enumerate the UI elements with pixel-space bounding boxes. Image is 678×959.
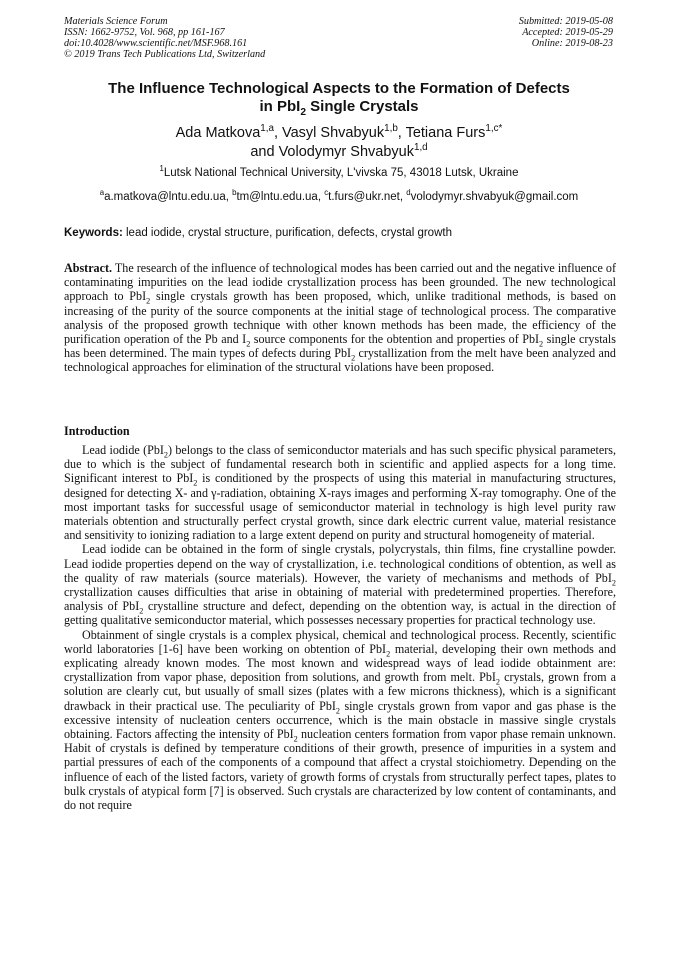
paragraph-text: material, developing their own methods and explicating already known modes. The most known and widespread ways of lead iodide obtainment are: crystallization from vapor phase, deposition from solutions, and growth from melt. PbI	[64, 641, 617, 685]
online-date: Online: 2019-08-23	[531, 38, 613, 49]
email-link[interactable]: a.matkova@lntu.edu.ua,	[104, 191, 233, 203]
subscript: 2	[193, 478, 198, 488]
abstract-label: Abstract.	[64, 261, 113, 275]
issn: ISSN: 1662-9752, Vol. 968, pp 161-167	[64, 27, 225, 38]
authors-line-1	[40, 124, 638, 143]
title-line-1: The Influence Technological Aspects to the Formation of Defects	[108, 80, 570, 97]
email-sup: c	[324, 188, 329, 198]
title-subscript: 2	[300, 107, 306, 118]
doi: doi:10.4028/www.scientific.net/MSF.968.161	[64, 38, 248, 49]
affiliation-sup: 1	[159, 164, 164, 174]
author-name: , Vasyl Shvabyuk	[273, 125, 385, 141]
journal-header	[64, 16, 265, 60]
paragraph-text: ) belongs to the class of semiconductor materials and has such specific physical parameters, due to which is the subject of fundamental research both in scientific and applied aspects for a long time. Significant interest to PbI	[64, 443, 617, 486]
abstract-text: single crystals has been determined. The main types of defects during PbI	[64, 332, 616, 361]
author-sup: 1,b	[384, 123, 398, 135]
affiliation	[40, 166, 638, 180]
abstract-text: crystallization from the melt have been analyzed and technological approaches for elimination of the structural violations have been proposed.	[64, 346, 616, 375]
paragraph-text: Lead iodide can be obtained in the form of single crystals, polycrystals, thin films, fine crystalline powder. Lead iodide properties depend on the way of crystallization, i.e. technological conditions of obtention, as well as the quality of raw materials (source materials). However, the variety of mechanisms and methods of PbI	[64, 542, 616, 585]
subscript: 2	[163, 450, 169, 460]
email-sup: a	[99, 188, 105, 198]
introduction	[64, 443, 616, 812]
paragraph	[64, 443, 616, 542]
abstract	[64, 261, 616, 375]
authors-line-2	[40, 143, 638, 162]
paragraph-text: crystals, grown from a solution are clearly cut, but usually of small sizes (plates with a few microns thickness), which is a significant drawback in their practical use. The peculiarity of PbI	[64, 670, 616, 713]
paragraph	[64, 542, 616, 627]
keywords	[64, 226, 616, 240]
accepted-date: Accepted: 2019-05-29	[522, 27, 613, 38]
copyright: © 2019 Trans Tech Publications Ltd, Switzerland	[64, 49, 266, 60]
abstract-text: source components for the obtention and properties of PbI	[250, 332, 540, 347]
section-heading-introduction: Introduction	[64, 424, 130, 438]
authors	[40, 124, 638, 162]
email-link[interactable]: tm@lntu.edu.ua,	[236, 191, 325, 203]
title-text: in PbI	[259, 98, 301, 115]
abstract-text: single crystals growth has been proposed, which, unlike traditional methods, is based on increasing of the purity of the source components at the initial stage of technological process. The comparative analysis of the proposed growth technique with other known methods has been made, the efficiency of the purification operation of the Pb and I	[64, 289, 616, 347]
subscript: 2	[351, 353, 356, 363]
subscript: 2	[495, 677, 501, 687]
abstract-text: The research of the influence of technological modes has been carried out and the negative influence of contaminating impurities on the lead iodide crystallization process has been grounded. The new technological approach to PbI	[64, 261, 616, 304]
email-link[interactable]: volodymyr.shvabyuk@gmail.com	[410, 191, 579, 203]
paragraph	[64, 628, 616, 813]
dates-header	[519, 16, 613, 49]
subscript: 2	[293, 734, 298, 744]
paragraph-text: crystallization causes difficulties that arise in obtaining of material with predetermined properties. Therefore, analysis of PbI	[64, 585, 616, 614]
journal-name: Materials Science Forum	[64, 16, 168, 27]
submitted-date: Submitted: 2019-05-08	[518, 16, 613, 27]
paper-title	[40, 80, 638, 116]
paragraph-text: is conditioned by the prospects of using this material in manufacturing structures, designed for detecting X- and γ-radiation, obtaining X-rays images and performing X-ray tomography. One of the most important tasks for successful usage of semiconductor material in technology is high level purity raw materials obtention and structurally perfect crystal growth, since dark electric current value, material resistance and sensitivity to ionizing radiation to a large extent depend on purity and structural homogeneity of material.	[64, 471, 616, 543]
paragraph-text: Lead iodide (PbI	[82, 443, 164, 457]
author-sup: 1,c*	[485, 123, 503, 135]
subscript: 2	[611, 578, 616, 588]
email-sup: d	[406, 188, 411, 198]
author-name: and Volodymyr Shvabyuk	[250, 144, 414, 160]
subscript: 2	[539, 339, 544, 349]
email-sup: b	[232, 188, 237, 198]
author-emails	[40, 190, 638, 204]
author-name: , Tetiana Furs	[397, 125, 486, 141]
subscript: 2	[246, 339, 251, 349]
paragraph-text: crystalline structure and defect, depending on the obtention way, is actual in the direction of getting qualitative semiconductor material, which possesses necessary properties for practical technology use.	[64, 599, 616, 628]
affiliation-text: Lutsk National Technical University, L'vivska 75, 43018 Lutsk, Ukraine	[163, 167, 519, 179]
author-name: Ada Matkova	[175, 125, 261, 141]
keywords-label: Keywords:	[64, 227, 123, 239]
title-line-2	[40, 98, 638, 116]
paragraph-text: nucleation centers formation from vapor phase remain unknown. Habit of crystals is defined by temperature conditions of their growth, presence of impurities in a system and partial pressures of each of the components of a compound that affect a crystal stoichiometry. Depending on the influence of each of the listed factors, variety of growth forms of crystals from structurally perfect tapes, plates to bulk crystals of atypical form [7] is observed. Such crystals are characterized by low content of contaminants, and do not require	[64, 727, 617, 813]
paragraph-text: Obtainment of single crystals is a complex physical, chemical and technological process. Recently, scientific world laboratories [1-6] have been working on obtention of PbI	[64, 627, 616, 656]
paragraph-text: single crystals grown from vapor and gas phase is the excessive intensity of nucleation centers occurrence, which is the main obstacle in massive single crystals obtaining. Factors affecting the intensity of PbI	[64, 698, 616, 742]
author-sup: 1,d	[413, 142, 428, 154]
email-link[interactable]: t.furs@ukr.net,	[328, 191, 407, 203]
subscript: 2	[146, 296, 151, 306]
subscript: 2	[139, 606, 144, 616]
keywords-text: lead iodide, crystal structure, purification, defects, crystal growth	[122, 227, 452, 239]
subscript: 2	[335, 706, 341, 716]
title-text: Single Crystals	[305, 98, 419, 115]
subscript: 2	[386, 649, 391, 659]
author-sup: 1,a	[260, 123, 274, 135]
